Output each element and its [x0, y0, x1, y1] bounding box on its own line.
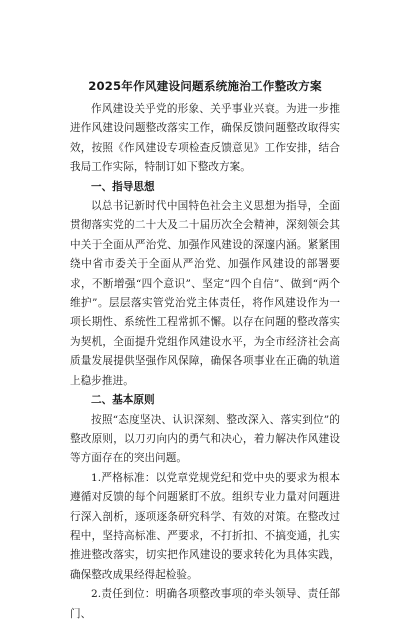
intro-paragraph: 作风建设关乎党的形象、关乎事业兴衰。为进一步推进作风建设问题整改落实工作，确保反馈问题整改取得实效，按照《作风建设专项检查反馈意见》工作安排，结合我局工作实际，特制订如下整改方案。 — [70, 103, 340, 174]
document-title: 2025年作风建设问题系统施治工作整改方案 — [88, 79, 322, 93]
guiding-ideology-paragraph: 以总书记新时代中国特色社会主义思想为指导，全面贯彻落实党的二十大及二十届历次全会精神，深刻领会其中关于全面从严治党、加强作风建设的深邃内涵。紧紧围绕中省市委关于全面从严治党、加强作风建设的部署要求，不断增强“四个意识”、坚定“四个自信”、做到“两个维护”。层层落实管党治党主体责任，将作风建设作为一项长期性、系统性工程常抓不懈。以存在问题的整改落实为契机，全面提升党组作风建设水平，为全市经济社会高质量发展提供坚强作风保障，确保各项事业在正确的轨道上稳步推进。 — [70, 200, 340, 387]
principle-strict-standards-paragraph: 1.严格标准：以党章党规党纪和党中央的要求为根本遵循对反馈的每个问题紧盯不放。组织专业力量对问题进行深入剖析，逐项逐条研究科学、有效的对策。在整改过程中，坚持高标准、严要求，不打折扣、不搞变通，扎实推进整改落实，切实把作风建设的要求转化为具体实践，确保整改成果经得起检验。 — [70, 471, 340, 581]
principle-responsibility-paragraph: 2.责任到位：明确各项整改事项的牵头领导、责任部门、 — [70, 588, 340, 620]
section-heading-basic-principles: 二、基本原则 — [91, 394, 155, 407]
section-heading-guiding-ideology: 一、指导思想 — [91, 180, 155, 193]
basic-principles-intro-paragraph: 按照“态度坚决、认识深刻、整改深入、落实到位”的整改原则，以刀刃向内的勇气和决心，着力解决作风建设等方面存在的突出问题。 — [70, 413, 340, 465]
